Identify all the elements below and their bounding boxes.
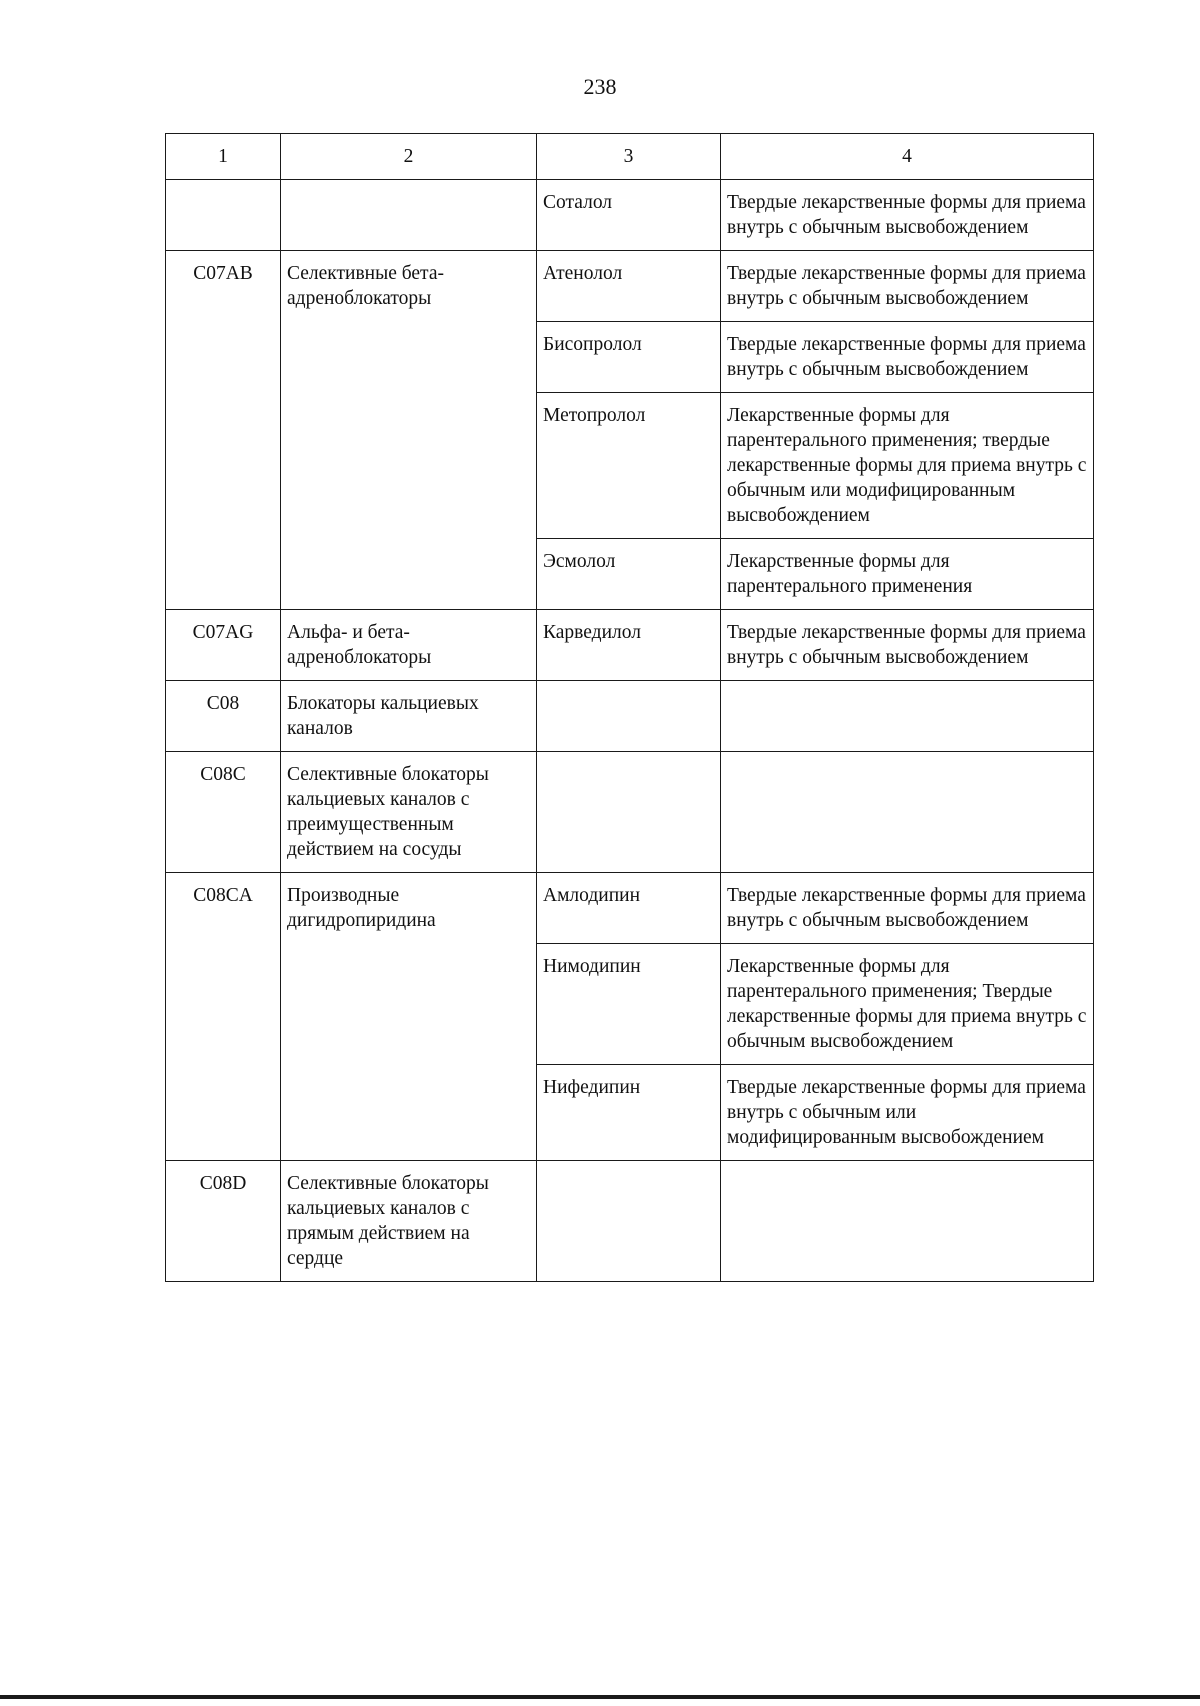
column-header-1: 1	[166, 134, 281, 180]
drug-name-cell	[537, 681, 721, 752]
table-header-row	[166, 134, 1094, 180]
column-header-4: 4	[721, 134, 1094, 180]
table-row	[166, 180, 1094, 251]
dosage-form-cell	[721, 752, 1094, 873]
drug-name-cell	[537, 1161, 721, 1282]
drug-name-cell: Бисопролол	[537, 322, 721, 393]
group-name-cell: Селективные бета-адреноблокаторы	[281, 251, 537, 610]
dosage-form-cell: Лекарственные формы для парентерального применения; твердые лекарственные формы для приема внутрь с обычным или модифицированным высвобождением	[721, 393, 1094, 539]
dosage-form-cell: Твердые лекарственные формы для приема внутрь с обычным высвобождением	[721, 322, 1094, 393]
table-row	[166, 752, 1094, 873]
dosage-form-cell: Твердые лекарственные формы для приема внутрь с обычным или модифицированным высвобождением	[721, 1065, 1094, 1161]
column-header-2: 2	[281, 134, 537, 180]
drug-name-cell: Амлодипин	[537, 873, 721, 944]
dosage-form-cell	[721, 681, 1094, 752]
drug-name-cell	[537, 752, 721, 873]
atc-code-cell: C07AB	[166, 251, 281, 610]
atc-code-cell: C08	[166, 681, 281, 752]
table-row	[166, 873, 1094, 944]
dosage-form-cell: Твердые лекарственные формы для приема внутрь с обычным высвобождением	[721, 180, 1094, 251]
table-row	[166, 251, 1094, 322]
drug-name-cell: Эсмолол	[537, 539, 721, 610]
atc-code-cell: C07AG	[166, 610, 281, 681]
drug-name-cell: Метопролол	[537, 393, 721, 539]
atc-code-cell: C08D	[166, 1161, 281, 1282]
atc-code-cell: C08CA	[166, 873, 281, 1161]
drug-table	[165, 133, 1094, 1282]
atc-code-cell: C08C	[166, 752, 281, 873]
group-name-cell: Блокаторы кальциевых каналов	[281, 681, 537, 752]
drug-name-cell: Атенолол	[537, 251, 721, 322]
atc-code-cell	[166, 180, 281, 251]
table-row	[166, 610, 1094, 681]
dosage-form-cell	[721, 1161, 1094, 1282]
dosage-form-cell: Лекарственные формы для парентерального применения	[721, 539, 1094, 610]
group-name-cell: Производные дигидропиридина	[281, 873, 537, 1161]
drug-name-cell: Нифедипин	[537, 1065, 721, 1161]
drug-name-cell: Нимодипин	[537, 944, 721, 1065]
dosage-form-cell: Твердые лекарственные формы для приема внутрь с обычным высвобождением	[721, 610, 1094, 681]
dosage-form-cell: Твердые лекарственные формы для приема внутрь с обычным высвобождением	[721, 873, 1094, 944]
table-row	[166, 1161, 1094, 1282]
drug-name-cell: Соталол	[537, 180, 721, 251]
dosage-form-cell: Твердые лекарственные формы для приема внутрь с обычным высвобождением	[721, 251, 1094, 322]
group-name-cell: Селективные блокаторы кальциевых каналов с преимущественным действием на сосуды	[281, 752, 537, 873]
dosage-form-cell: Лекарственные формы для парентерального применения; Твердые лекарственные формы для приема внутрь с обычным высвобождением	[721, 944, 1094, 1065]
column-header-3: 3	[537, 134, 721, 180]
group-name-cell: Альфа- и бета-адреноблокаторы	[281, 610, 537, 681]
drug-name-cell: Карведилол	[537, 610, 721, 681]
scan-edge-line	[0, 1695, 1200, 1699]
table-row	[166, 681, 1094, 752]
page-number: 238	[583, 74, 617, 99]
group-name-cell: Селективные блокаторы кальциевых каналов с прямым действием на сердце	[281, 1161, 537, 1282]
group-name-cell	[281, 180, 537, 251]
